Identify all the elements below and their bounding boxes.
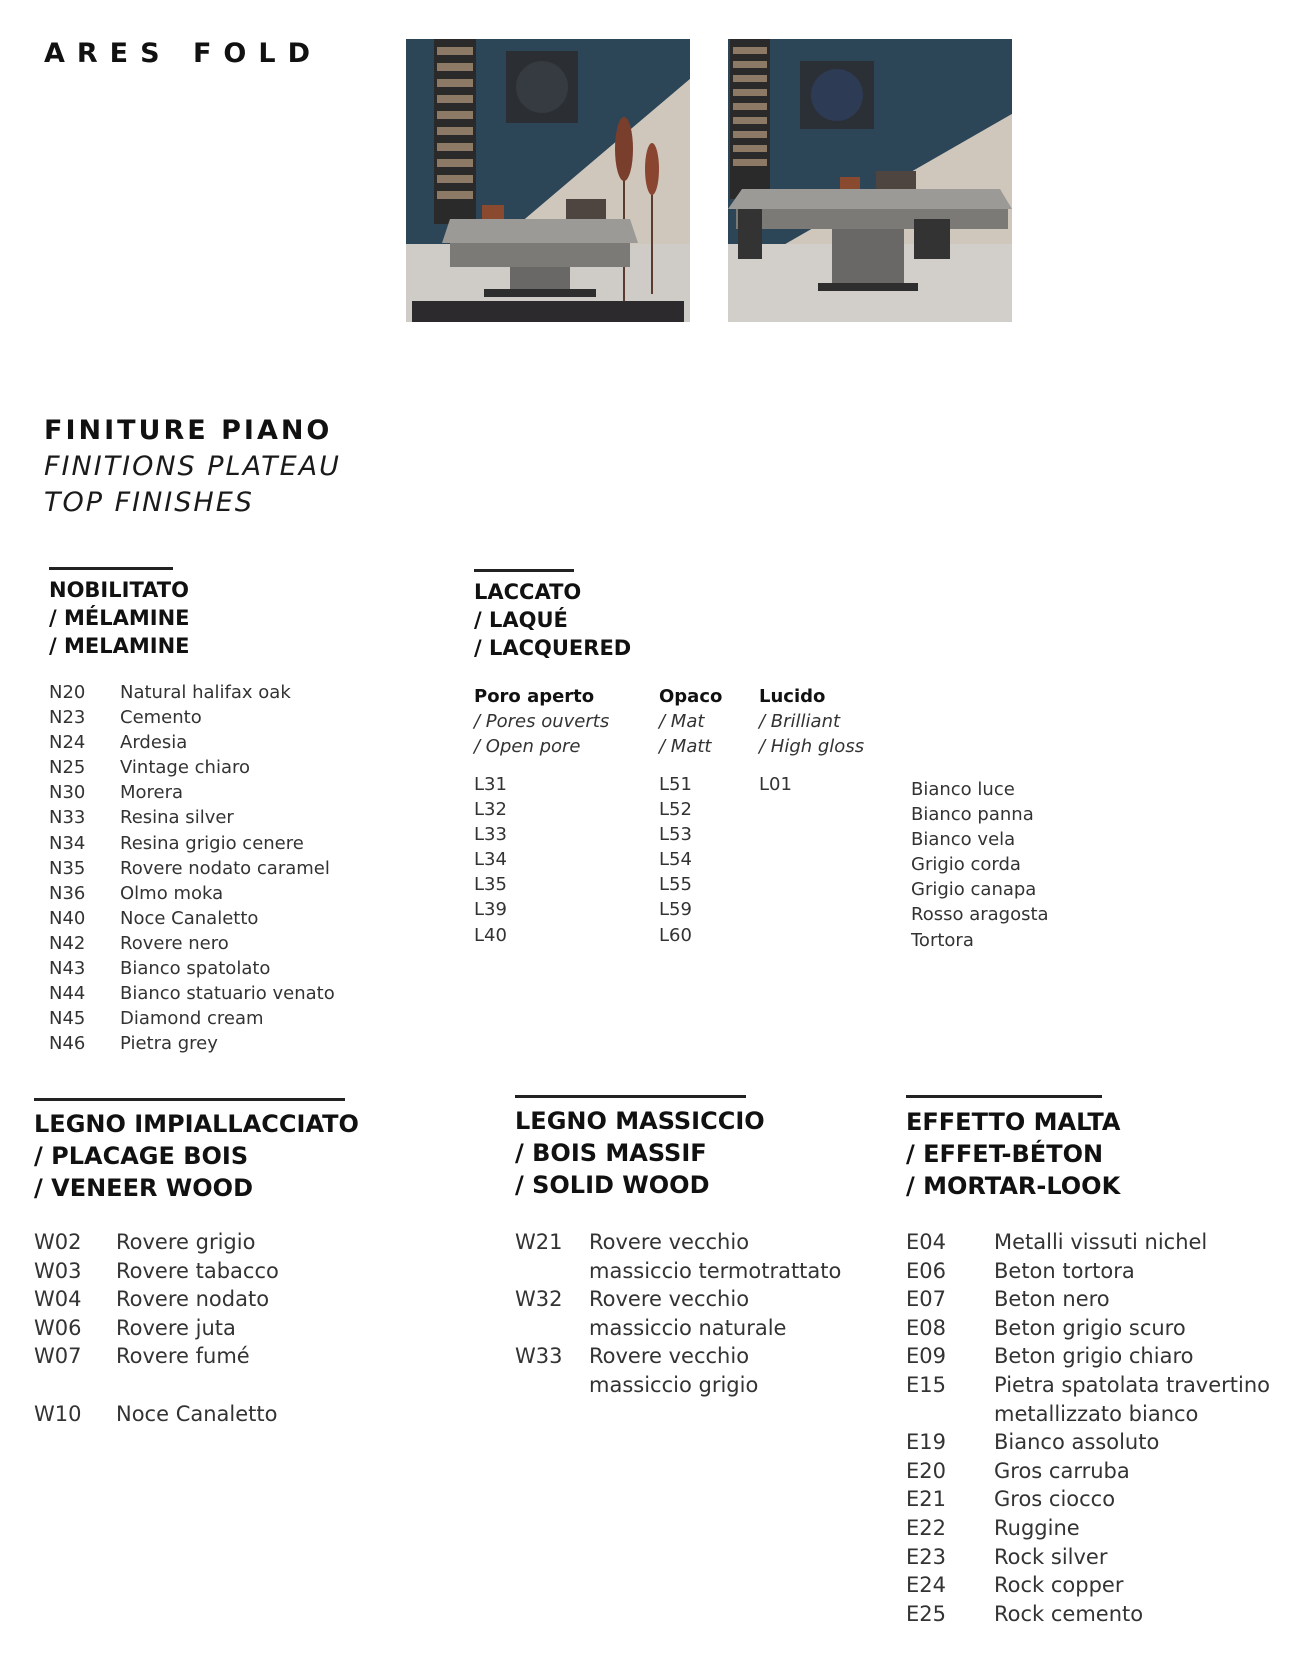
legno-massiccio-list — [515, 1228, 841, 1400]
finish-code: E07 — [906, 1287, 946, 1312]
title-line: / VENEER WOOD — [34, 1174, 253, 1202]
finish-name: Bianco statuario venato — [120, 983, 335, 1005]
finish-name: Noce Canaletto — [120, 907, 259, 929]
finish-code: E24 — [906, 1573, 946, 1598]
list-item — [49, 956, 335, 981]
title-line: LACCATO — [474, 580, 582, 604]
finish-code: L32 — [474, 799, 507, 821]
list-item — [34, 1228, 279, 1257]
finish-name: Tortora — [911, 929, 974, 951]
finish-code: L33 — [474, 824, 507, 846]
laccato-lucido-column — [759, 684, 864, 797]
list-item — [49, 1006, 335, 1031]
finish-name-line: Rovere vecchio — [589, 1230, 750, 1254]
finish-code: E20 — [906, 1458, 946, 1483]
list-item — [515, 1228, 841, 1285]
finish-code: E22 — [906, 1515, 946, 1540]
section-rule — [49, 567, 173, 570]
list-item — [49, 856, 335, 881]
list-item — [49, 981, 335, 1006]
finish-name: Bianco panna — [911, 804, 1034, 826]
finish-code: W06 — [34, 1315, 82, 1340]
finish-name: Bianco luce — [911, 779, 1015, 800]
column-subheading: / High gloss — [759, 736, 865, 757]
section-title-laccato — [474, 578, 631, 662]
list-item — [906, 1485, 1270, 1514]
finish-name: Rock silver — [994, 1544, 1108, 1569]
finish-code: N33 — [49, 807, 86, 829]
list-item — [906, 1228, 1270, 1257]
finish-name: Rovere juta — [116, 1315, 236, 1340]
list-item — [34, 1400, 279, 1429]
finish-name: Rovere nero — [120, 932, 229, 954]
section-rule — [906, 1095, 1102, 1098]
section-title-legno-massiccio — [515, 1105, 765, 1201]
finish-name: Diamond cream — [120, 1008, 264, 1030]
section-title-nobilitato — [49, 576, 190, 660]
list-item — [49, 906, 335, 931]
finish-code: N36 — [49, 882, 86, 904]
finish-name: Gros ciocco — [994, 1487, 1116, 1512]
finish-code: W33 — [515, 1344, 563, 1369]
finish-code: E15 — [906, 1372, 946, 1397]
finish-name: Rock cemento — [994, 1601, 1144, 1626]
finish-name-line: metallizzato bianco — [994, 1401, 1199, 1426]
finish-code: E25 — [906, 1601, 946, 1626]
list-item — [906, 1314, 1270, 1343]
nobilitato-list — [49, 680, 335, 1056]
finish-code: N45 — [49, 1008, 86, 1030]
finish-code: E08 — [906, 1315, 946, 1340]
section-rule — [515, 1095, 746, 1098]
finish-name: Resina grigio cenere — [120, 832, 304, 854]
list-item — [34, 1285, 279, 1314]
finish-name: Bianco spatolato — [120, 958, 271, 980]
finish-name — [994, 1371, 1270, 1428]
finish-code: L40 — [474, 924, 507, 946]
finish-name: Grigio canapa — [911, 879, 1037, 901]
list-item — [906, 1428, 1270, 1457]
finish-code: W02 — [34, 1230, 82, 1254]
finish-name: Rosso aragosta — [911, 904, 1049, 926]
finish-name: Rovere grigio — [116, 1230, 256, 1254]
column-heading: Poro aperto — [474, 686, 595, 707]
product-photo-extended — [728, 39, 1012, 322]
finish-name: Beton nero — [994, 1287, 1110, 1312]
legno-impiallacciato-list — [34, 1228, 279, 1428]
finish-code: W07 — [34, 1344, 82, 1369]
finish-name: Ardesia — [120, 732, 188, 754]
list-item — [49, 831, 335, 856]
section-rule — [34, 1098, 345, 1101]
finish-name — [589, 1228, 841, 1285]
finish-name-line: Pietra spatolata travertino — [994, 1372, 1271, 1397]
finish-name: Beton tortora — [994, 1258, 1135, 1283]
finish-code: L55 — [659, 874, 692, 896]
finish-code: N44 — [49, 983, 86, 1005]
finish-code: N23 — [49, 707, 86, 729]
finish-code: W32 — [515, 1287, 563, 1312]
finish-code: L54 — [659, 849, 692, 871]
finish-code: L34 — [474, 849, 507, 871]
finish-code: E19 — [906, 1430, 946, 1455]
laccato-opaco-column — [659, 684, 722, 948]
brand-title: ARES FOLD — [44, 38, 322, 69]
title-line: / MELAMINE — [49, 634, 190, 658]
finish-name: Grigio corda — [911, 854, 1021, 876]
finish-name: Rock copper — [994, 1573, 1124, 1598]
finish-name: Beton grigio scuro — [994, 1315, 1186, 1340]
effetto-malta-list — [906, 1228, 1270, 1628]
finish-name: Bianco vela — [911, 829, 1016, 851]
finish-code: W21 — [515, 1230, 563, 1254]
finish-name: Natural halifax oak — [120, 682, 291, 703]
column-subheading: / Pores ouverts — [474, 711, 610, 732]
finish-name: Bianco assoluto — [994, 1430, 1160, 1455]
finish-code: E06 — [906, 1258, 946, 1283]
section-rule — [474, 569, 574, 572]
laccato-poro-aperto-column — [474, 684, 609, 948]
finish-code: N24 — [49, 732, 86, 754]
finish-name: Rovere tabacco — [116, 1258, 279, 1283]
list-item — [49, 680, 335, 705]
finish-name: Pietra grey — [120, 1033, 218, 1055]
finish-code: W10 — [34, 1401, 82, 1426]
finish-code: W03 — [34, 1258, 82, 1283]
finish-code: L01 — [759, 774, 792, 795]
finish-code: L39 — [474, 899, 507, 921]
finish-name-line: massiccio termotrattato — [589, 1258, 842, 1283]
finish-code: N35 — [49, 857, 86, 879]
finish-code: E09 — [906, 1344, 946, 1369]
finish-code: N42 — [49, 932, 86, 954]
finish-code: N25 — [49, 757, 86, 779]
list-item — [906, 1543, 1270, 1572]
list-item — [49, 780, 335, 805]
finish-name-line: Rovere vecchio — [589, 1344, 750, 1369]
finish-code: N34 — [49, 832, 86, 854]
finish-code: N30 — [49, 782, 86, 804]
list-item — [49, 931, 335, 956]
column-subheading: / Open pore — [474, 736, 581, 757]
list-item — [906, 1342, 1270, 1371]
finish-name-line: Rovere vecchio — [589, 1287, 750, 1312]
finish-name — [589, 1285, 786, 1342]
list-item — [906, 1285, 1270, 1314]
list-item — [906, 1457, 1270, 1486]
list-item — [906, 1600, 1270, 1629]
finish-code: L52 — [659, 799, 692, 821]
finish-code: L53 — [659, 824, 692, 846]
finishes-heading — [44, 413, 341, 521]
finish-code: L35 — [474, 874, 507, 896]
title-line: LEGNO IMPIALLACCIATO — [34, 1110, 359, 1138]
column-subheading: / Matt — [659, 736, 712, 757]
finish-name: Resina silver — [120, 807, 234, 829]
finish-code: E23 — [906, 1544, 946, 1569]
product-photo-closed — [406, 39, 690, 322]
finish-name-line: massiccio naturale — [589, 1315, 787, 1340]
finish-name: Rovere nodato caramel — [120, 857, 330, 879]
list-item — [906, 1257, 1270, 1286]
title-line: / LAQUÉ — [474, 608, 568, 632]
list-item — [515, 1342, 841, 1399]
section-title-effetto-malta — [906, 1106, 1121, 1202]
finish-name: Ruggine — [994, 1515, 1080, 1540]
finish-code: N46 — [49, 1033, 86, 1055]
list-item — [34, 1342, 279, 1371]
finish-name: Rovere nodato — [116, 1287, 270, 1312]
finish-code: N43 — [49, 958, 86, 980]
title-line: / SOLID WOOD — [515, 1171, 710, 1199]
heading-italian: FINITURE PIANO — [44, 415, 333, 446]
finish-code: W04 — [34, 1287, 82, 1312]
list-item — [515, 1285, 841, 1342]
finish-name: Rovere fumé — [116, 1344, 250, 1369]
list-item — [906, 1514, 1270, 1543]
finish-code: L31 — [474, 774, 507, 795]
finish-code: L59 — [659, 899, 692, 921]
finish-name: Noce Canaletto — [116, 1401, 278, 1426]
finish-name: Morera — [120, 782, 184, 804]
finish-code: N20 — [49, 682, 86, 703]
title-line: NOBILITATO — [49, 578, 189, 602]
list-item — [49, 705, 335, 730]
finish-code: E04 — [906, 1230, 946, 1254]
finish-code: N40 — [49, 907, 86, 929]
finish-name: Olmo moka — [120, 882, 224, 904]
column-heading: Lucido — [759, 686, 826, 707]
column-subheading: / Brilliant — [759, 711, 841, 732]
title-line: / PLACAGE BOIS — [34, 1142, 249, 1170]
title-line: / MÉLAMINE — [49, 606, 190, 630]
title-line: / LACQUERED — [474, 636, 632, 660]
list-item — [49, 755, 335, 780]
finish-name: Gros carruba — [994, 1458, 1130, 1483]
title-line: LEGNO MASSICCIO — [515, 1107, 765, 1135]
list-item — [49, 1031, 335, 1056]
finish-name — [589, 1342, 758, 1399]
heading-english: TOP FINISHES — [44, 487, 254, 518]
finish-name: Cemento — [120, 707, 202, 729]
list-item — [49, 730, 335, 755]
list-item — [49, 805, 335, 830]
title-line: / MORTAR-LOOK — [906, 1172, 1121, 1200]
finish-name: Beton grigio chiaro — [994, 1344, 1194, 1369]
column-subheading: / Mat — [659, 711, 705, 732]
column-heading: Opaco — [659, 686, 723, 707]
section-title-legno-impiallacciato — [34, 1108, 359, 1204]
list-item — [34, 1314, 279, 1343]
finish-name-line: massiccio grigio — [589, 1372, 759, 1397]
finish-code: E21 — [906, 1487, 946, 1512]
laccato-colors-column — [911, 777, 1049, 953]
finish-code: L51 — [659, 774, 692, 795]
finish-code: L60 — [659, 924, 692, 946]
heading-french: FINITIONS PLATEAU — [44, 451, 341, 482]
title-line: EFFETTO MALTA — [906, 1108, 1121, 1136]
list-item — [906, 1571, 1270, 1600]
list-item — [49, 881, 335, 906]
title-line: / BOIS MASSIF — [515, 1139, 707, 1167]
list-item — [906, 1371, 1270, 1428]
list-item — [34, 1257, 279, 1286]
finish-name: Metalli vissuti nichel — [994, 1230, 1208, 1254]
title-line: / EFFET-BÉTON — [906, 1140, 1104, 1168]
finish-name: Vintage chiaro — [120, 757, 250, 779]
